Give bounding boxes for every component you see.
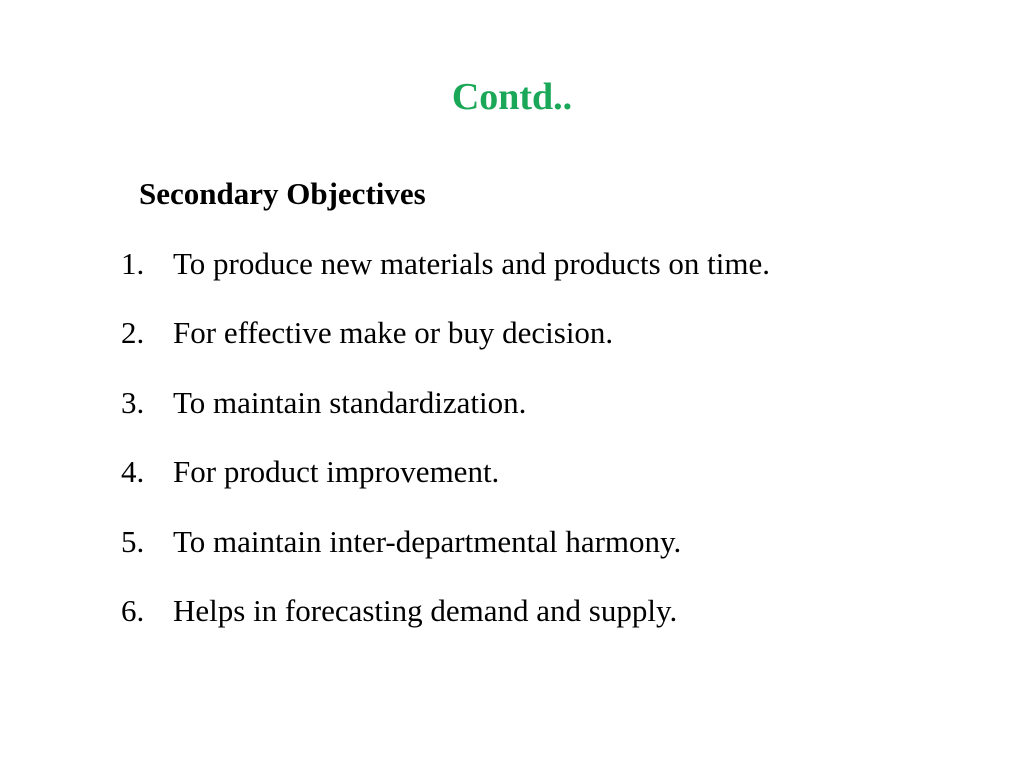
list-item: [121, 522, 770, 591]
list-item-number: 5.: [121, 523, 145, 559]
list-item-number: 2.: [121, 315, 145, 351]
list-item: [121, 244, 770, 313]
list-item-text: To produce new materials and products on time.: [173, 246, 770, 281]
list-item-text: To maintain inter-departmental harmony.: [173, 523, 682, 559]
slide-subtitle: Secondary Objectives: [139, 176, 426, 211]
list-item: [121, 452, 770, 521]
list-item: [121, 313, 770, 382]
list-item-text: For effective make or buy decision.: [173, 315, 614, 351]
list-item-number: 1.: [121, 246, 145, 281]
list-item: [121, 591, 770, 660]
list-item-number: 6.: [121, 592, 145, 628]
slide-title: Contd..: [451, 76, 573, 118]
list-item-number: 4.: [121, 454, 145, 490]
list-item: [121, 383, 770, 452]
list-item-text: To maintain standardization.: [173, 384, 527, 420]
list-item-number: 3.: [121, 384, 145, 420]
list-item-text: For product improvement.: [173, 454, 500, 490]
objectives-list: [121, 244, 770, 660]
list-item-text: Helps in forecasting demand and supply.: [173, 592, 678, 628]
